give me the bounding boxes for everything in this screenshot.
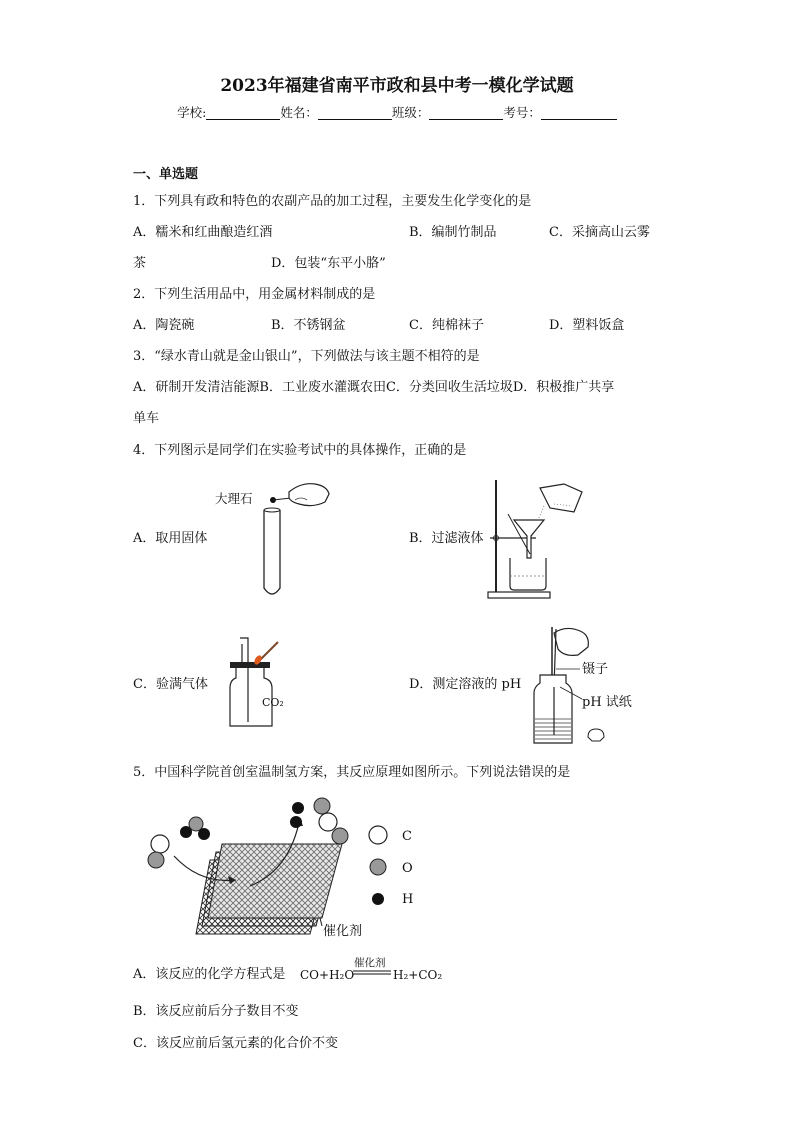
q4-stem: 4．下列图示是同学们在实验考试中的具体操作，正确的是 <box>133 443 467 458</box>
exam-no-blank[interactable] <box>541 107 617 120</box>
q1-option-c: C．采摘高山云雾 <box>549 225 650 240</box>
catalyst-label: 催化剂 <box>323 924 363 939</box>
co2-label: CO₂ <box>262 696 284 709</box>
equation-left: CO+H₂O <box>300 968 355 982</box>
q1-option-c-cont: 茶 <box>133 256 147 271</box>
q4-option-a: A．取用固体 <box>133 531 208 546</box>
legend-hydrogen: H <box>402 892 414 907</box>
student-info-line <box>0 103 794 121</box>
q5-option-b: B．该反应前后分子数目不变 <box>133 1004 299 1019</box>
name-blank[interactable] <box>318 107 392 120</box>
q2-option-a: A．陶瓷碗 <box>133 318 195 333</box>
q4-option-d: D．测定溶液的 pH <box>409 677 522 692</box>
q2-option-d: D．塑料饭盒 <box>549 318 625 333</box>
q4-option-c: C．验满气体 <box>133 677 208 692</box>
name-label: 姓名： <box>280 105 318 120</box>
school-label: 学校: <box>177 105 207 120</box>
equation-arrow <box>353 970 393 976</box>
school-blank[interactable] <box>206 107 280 120</box>
class-label: 班级： <box>391 105 430 120</box>
q1-stem: 1．下列具有政和特色的农副产品的加工过程，主要发生化学变化的是 <box>133 194 532 209</box>
page-title: 2023年福建省南平市政和县中考一模化学试题 <box>220 76 574 96</box>
q3-stem: 3．“绿水青山就是金山银山”，下列做法与该主题不相符的是 <box>133 349 480 364</box>
q5-stem: 5．中国科学院首创室温制氢方案，其反应原理如图所示。下列说法错误的是 <box>133 765 571 780</box>
legend-symbols <box>366 822 390 912</box>
ph-test-figure <box>532 625 612 749</box>
legend-oxygen: O <box>402 861 413 876</box>
q5-option-a-prefix: A．该反应的化学方程式是 <box>133 967 286 982</box>
equation-right: H₂+CO₂ <box>393 968 443 982</box>
legend-carbon: C <box>402 829 412 844</box>
q2-option-b: B．不锈钢盆 <box>271 318 346 333</box>
ph-paper-label: pH 试纸 <box>582 695 632 710</box>
q2-option-c: C．纯棉袜子 <box>409 318 484 333</box>
q2-stem: 2．下列生活用品中，用金属材料制成的是 <box>133 287 376 302</box>
q1-option-a: A．糯米和红曲酿造红酒 <box>133 225 273 240</box>
marble-label: 大理石 <box>215 491 253 506</box>
equation-condition: 催化剂 <box>354 957 386 969</box>
q1-option-b: B．编制竹制品 <box>409 225 497 240</box>
tweezers-label: 镊子 <box>582 662 609 677</box>
q5-option-c: C．该反应前后氢元素的化合价不变 <box>133 1036 338 1051</box>
test-tube-figure <box>255 478 335 602</box>
class-blank[interactable] <box>429 107 503 120</box>
q3-options: A．研制开发清洁能源B．工业废水灌溉农田C．分类回收生活垃圾D．积极推广共享 <box>133 380 615 395</box>
q1-option-d: D．包装“东平小胳” <box>271 256 386 271</box>
q3-options-cont: 单车 <box>133 411 160 426</box>
q4-option-b: B．过滤液体 <box>409 531 484 546</box>
exam-no-label: 考号： <box>503 105 541 120</box>
filtration-figure <box>486 480 586 602</box>
gas-bottle-figure <box>220 638 290 730</box>
section-heading: 一、单选题 <box>133 167 199 182</box>
